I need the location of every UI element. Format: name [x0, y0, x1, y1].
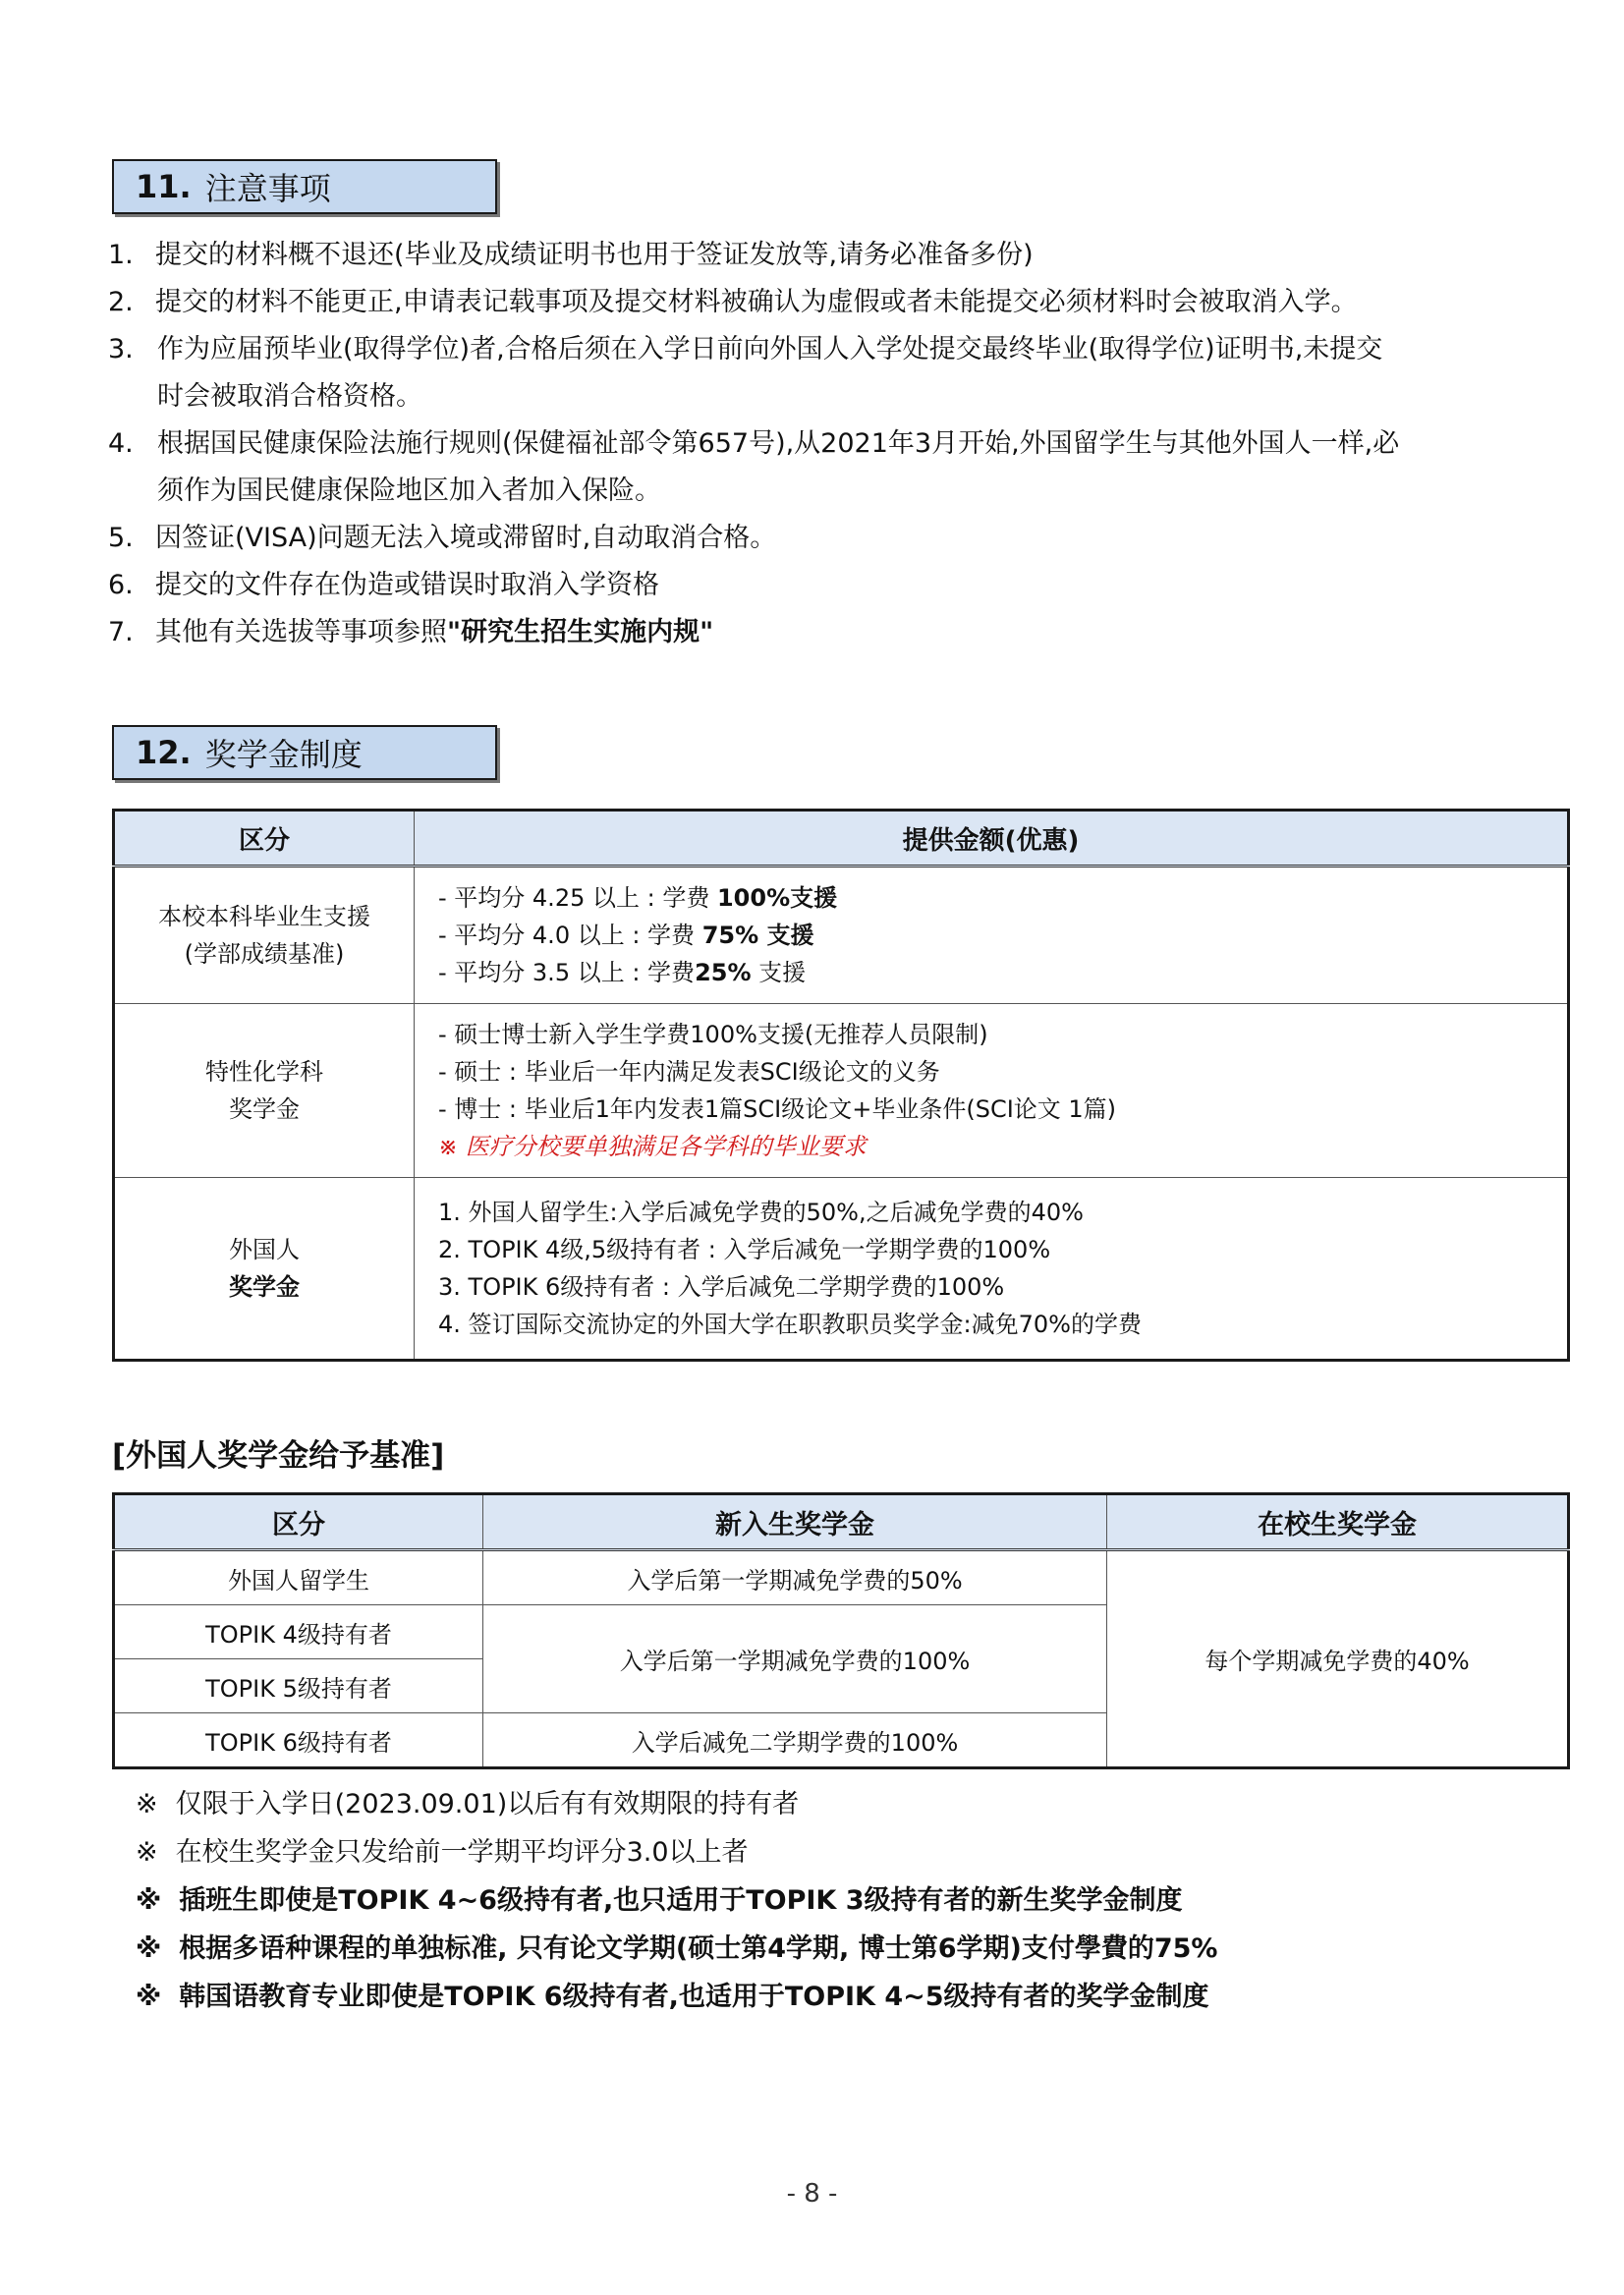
note-item	[108, 609, 1523, 656]
benefit-note: ※ 医疗分校要单独满足各学科的毕业要求	[438, 1133, 867, 1160]
new-student-cell: 入学后减免二学期学费的100%	[483, 1713, 1107, 1768]
note-text-continued: 须作为国民健康保险地区加入者加入保险。	[157, 476, 661, 506]
benefit-line: - 平均分 4.0 以上 : 学费 75% 支援	[438, 922, 814, 949]
table-row	[114, 1550, 1569, 1605]
foreign-criteria-table	[112, 1492, 1570, 1769]
benefit-line: - 硕士 : 毕业后一年内满足发表SCI级论文的义务	[438, 1058, 940, 1086]
benefit-line: 3. TOPIK 6级持有者 : 入学后减免二学期学费的100%	[438, 1273, 1005, 1301]
benefit-line: - 硕士博士新入学生学费100%支援(无推荐人员限制)	[438, 1021, 988, 1048]
category-cell: TOPIK 6级持有者	[114, 1713, 483, 1768]
footnote: ※ 在校生奖学金只发给前一学期平均评分3.0以上者	[136, 1837, 749, 1868]
footnote: ※ 插班生即使是TOPIK 4~6级持有者,也只适用于TOPIK 3级持有者的新生奖学金制度	[136, 1885, 1183, 1916]
note-number: 7.	[108, 617, 134, 647]
note-text: 提交的材料概不退还(毕业及成绩证明书也用于签证发放等,请务必准备多份)	[155, 240, 1034, 270]
category-sublabel: 奖学金	[229, 1095, 300, 1123]
note-text: 其他有关选拔等事项参照	[155, 617, 447, 647]
page-number: - 8 -	[786, 2179, 838, 2209]
footnote: ※ 根据多语种课程的单独标准, 只有论文学期(硕士第4学期, 博士第6学期)支付學費的75%	[136, 1933, 1218, 1964]
column-header: 新入生奖学金	[483, 1494, 1107, 1550]
note-number: 1.	[108, 240, 134, 270]
note-text: 提交的材料不能更正,申请表记载事项及提交材料被确认为虚假或者未能提交必须材料时会被取消入学。	[155, 287, 1358, 317]
section-11-header	[112, 159, 497, 214]
scholarship-table	[112, 809, 1570, 1362]
category-label: 外国人	[229, 1236, 300, 1263]
table-header-row	[114, 811, 1569, 867]
benefit-line: - 平均分 3.5 以上 : 学费25% 支援	[438, 959, 807, 986]
note-number: 6.	[108, 570, 134, 600]
category-cell	[114, 1178, 415, 1361]
note-text: 作为应届预毕业(取得学位)者,合格后须在入学日前向外国人入学处提交最终毕业(取得学位)证明书,未提交	[157, 334, 1383, 364]
category-label: 本校本科毕业生支援	[158, 903, 370, 930]
category-cell: 外国人留学生	[114, 1550, 483, 1605]
note-item	[108, 232, 1523, 279]
category-sublabel: (学部成绩基准)	[184, 940, 345, 968]
note-number: 4.	[108, 428, 134, 459]
note-number: 2.	[108, 287, 134, 317]
note-item	[108, 279, 1523, 326]
column-header: 区分	[114, 1494, 483, 1550]
note-number: 3.	[108, 334, 134, 364]
section-title: 奖学金制度	[204, 736, 363, 773]
note-item	[108, 562, 1523, 609]
category-label: 特性化学科	[205, 1058, 323, 1086]
column-header: 在校生奖学金	[1107, 1494, 1569, 1550]
category-cell: TOPIK 5级持有者	[114, 1659, 483, 1713]
enrolled-student-cell: 每个学期减免学费的40%	[1107, 1550, 1569, 1768]
category-cell	[114, 867, 415, 1004]
table-row	[114, 1004, 1569, 1178]
table-row	[114, 1178, 1569, 1361]
note-item	[108, 326, 1523, 420]
benefit-line: 1. 外国人留学生:入学后减免学费的50%,之后减免学费的40%	[438, 1199, 1084, 1226]
note-item	[108, 420, 1523, 515]
footnote: ※ 韩国语教育专业即使是TOPIK 6级持有者,也适用于TOPIK 4~5级持有者的奖学金制度	[136, 1982, 1209, 2012]
note-item	[108, 515, 1523, 562]
note-text: 根据国民健康保险法施行规则(保健福祉部令第657号),从2021年3月开始,外国留学生与其他外国人一样,必	[157, 428, 1400, 459]
table-row	[114, 867, 1569, 1004]
benefit-line: 2. TOPIK 4级,5级持有者 : 入学后减免一学期学费的100%	[438, 1236, 1051, 1263]
note-bold-text: "研究生招生实施内规"	[447, 617, 714, 647]
benefit-line: 4. 签订国际交流协定的外国大学在职教职员奖学金:减免70%的学费	[438, 1311, 1142, 1338]
new-student-cell: 入学后第一学期减免学费的50%	[483, 1550, 1107, 1605]
note-number: 5.	[108, 523, 134, 553]
section-title: 注意事项	[204, 170, 331, 207]
benefit-cell	[415, 867, 1569, 1004]
foreign-criteria-title: [外国人奖学金给予基准]	[112, 1438, 445, 1474]
notes-list	[108, 232, 1523, 656]
category-sublabel: 奖学金	[229, 1273, 300, 1301]
benefit-cell	[415, 1004, 1569, 1178]
section-number: 12.	[136, 734, 192, 771]
benefit-cell	[415, 1178, 1569, 1361]
category-cell: TOPIK 4级持有者	[114, 1605, 483, 1659]
note-text: 提交的文件存在伪造或错误时取消入学资格	[155, 570, 659, 600]
note-text: 因签证(VISA)问题无法入境或滞留时,自动取消合格。	[155, 523, 777, 553]
section-12-header	[112, 725, 497, 780]
footnote: ※ 仅限于入学日(2023.09.01)以后有有效期限的持有者	[136, 1789, 800, 1819]
benefit-line: - 平均分 4.25 以上 : 学费 100%支援	[438, 884, 838, 912]
section-number: 11.	[136, 168, 192, 205]
column-header: 提供金额(优惠)	[415, 811, 1569, 867]
column-header: 区分	[114, 811, 415, 867]
benefit-line: - 博士 : 毕业后1年内发表1篇SCI级论文+毕业条件(SCI论文 1篇)	[438, 1095, 1117, 1123]
table-header-row	[114, 1494, 1569, 1550]
footnotes	[136, 1780, 1217, 2021]
note-text-continued: 时会被取消合格资格。	[157, 381, 422, 412]
category-cell	[114, 1004, 415, 1178]
new-student-cell: 入学后第一学期减免学费的100%	[483, 1605, 1107, 1713]
